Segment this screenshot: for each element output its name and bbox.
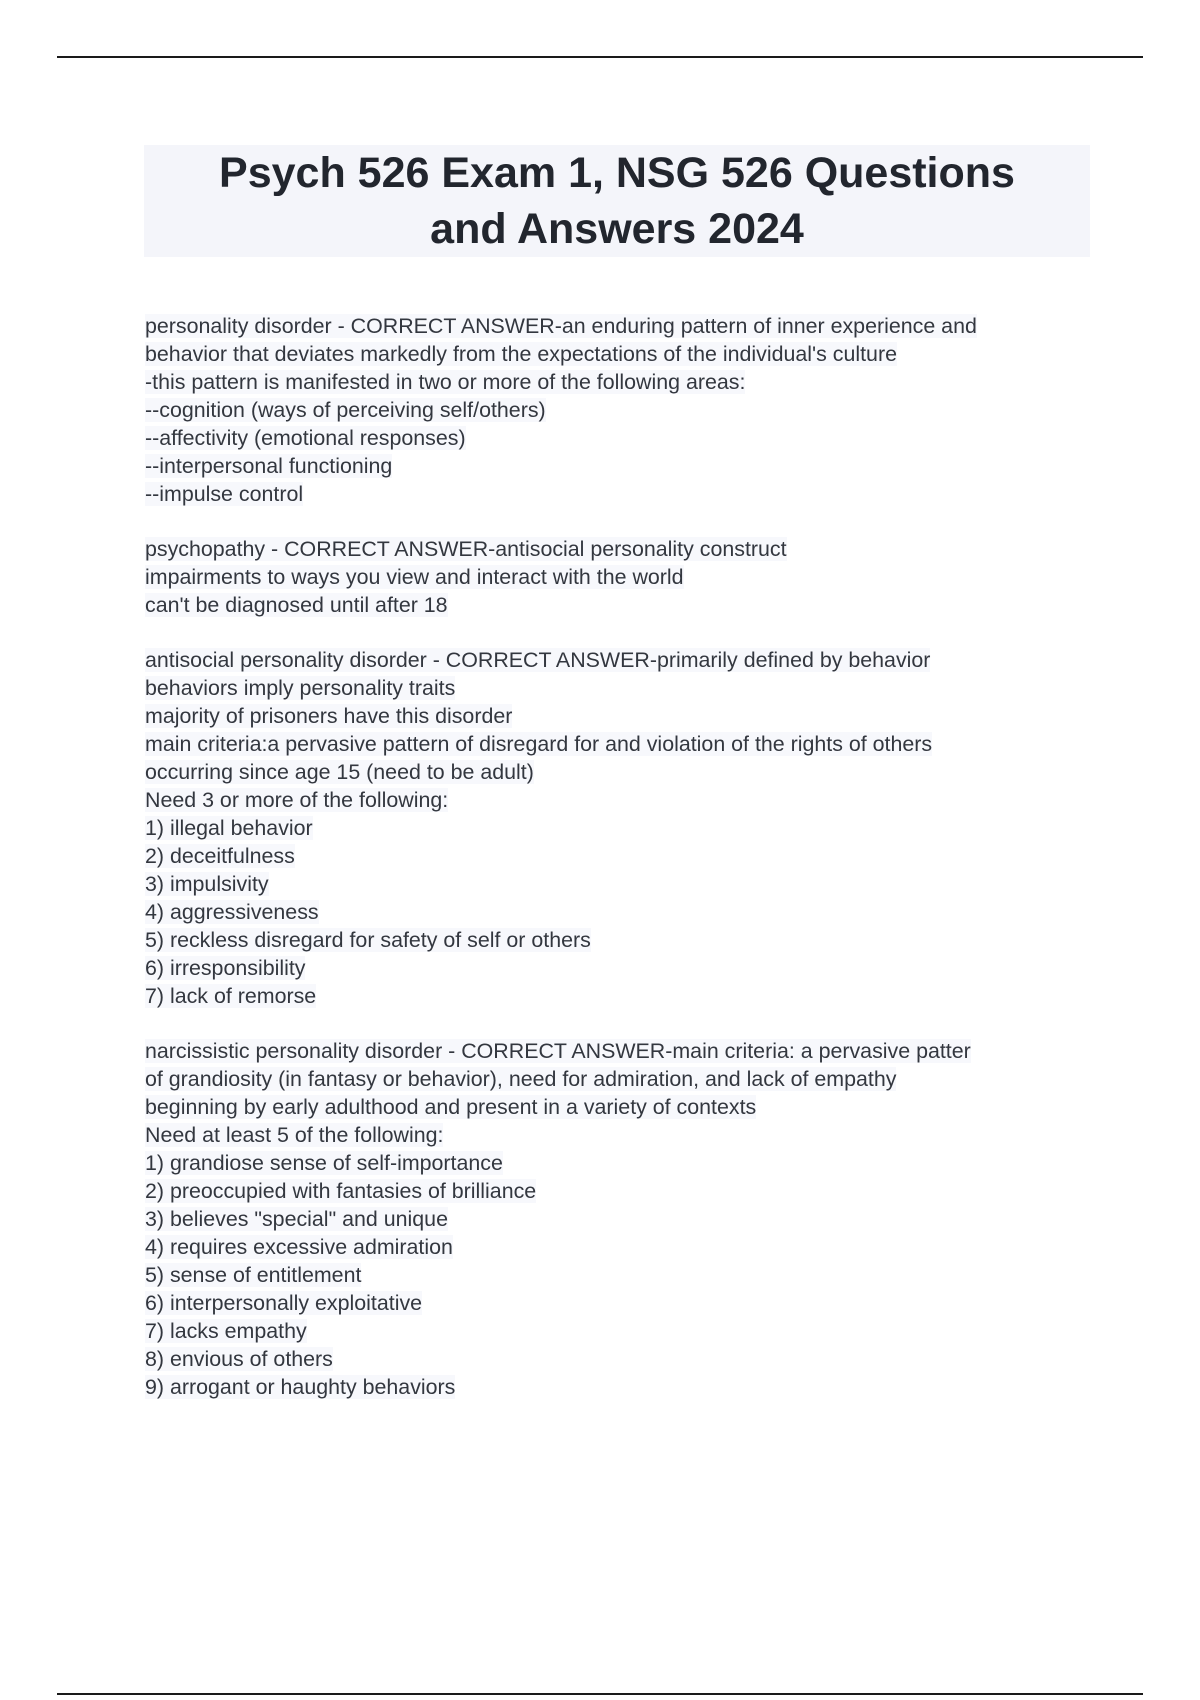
- top-rule: [57, 56, 1143, 58]
- qa-answer-line: [145, 926, 1105, 954]
- qa-answer-line: [145, 898, 1105, 926]
- page-title: [144, 145, 1090, 257]
- qa-line-text: beginning by early adulthood and present in a variety of contexts: [145, 1095, 757, 1119]
- qa-line-text: 4) requires excessive admiration: [145, 1235, 453, 1259]
- qa-entry: [145, 1037, 1105, 1401]
- qa-answer-line: [145, 591, 1105, 619]
- qa-line-text: -this pattern is manifested in two or more of the following areas:: [145, 370, 746, 394]
- qa-line-text: Need 3 or more of the following:: [145, 788, 449, 812]
- qa-line-text: 5) reckless disregard for safety of self or others: [145, 928, 591, 952]
- qa-line-text: 3) impulsivity: [145, 872, 269, 896]
- qa-line-text: 9) arrogant or haughty behaviors: [145, 1375, 456, 1399]
- qa-term-line: [145, 312, 1105, 340]
- qa-line-text: 1) illegal behavior: [145, 816, 313, 840]
- qa-line-text: psychopathy - CORRECT ANSWER-antisocial personality construct: [145, 537, 787, 561]
- bottom-rule: [57, 1693, 1143, 1695]
- page-title-line-1: Psych 526 Exam 1, NSG 526 Questions: [219, 149, 1015, 197]
- qa-answer-line: [145, 452, 1105, 480]
- qa-answer-line: [145, 1093, 1105, 1121]
- qa-entry: [145, 312, 1105, 508]
- qa-line-text: 2) preoccupied with fantasies of brilliance: [145, 1179, 537, 1203]
- qa-line-text: 8) envious of others: [145, 1347, 333, 1371]
- qa-line-text: 3) believes "special" and unique: [145, 1207, 448, 1231]
- qa-line-text: behaviors imply personality traits: [145, 676, 456, 700]
- qa-answer-line: [145, 870, 1105, 898]
- qa-answer-line: [145, 674, 1105, 702]
- qa-line-text: --affectivity (emotional responses): [145, 426, 466, 450]
- qa-answer-line: [145, 1205, 1105, 1233]
- qa-answer-line: [145, 814, 1105, 842]
- qa-answer-line: [145, 368, 1105, 396]
- qa-answer-line: [145, 1373, 1105, 1401]
- qa-line-text: narcissistic personality disorder - CORRECT ANSWER-main criteria: a pervasive patter: [145, 1039, 971, 1063]
- qa-content: [145, 312, 1105, 1428]
- qa-line-text: --impulse control: [145, 482, 304, 506]
- qa-answer-line: [145, 1345, 1105, 1373]
- qa-answer-line: [145, 702, 1105, 730]
- qa-line-text: 7) lacks empathy: [145, 1319, 307, 1343]
- qa-entry: [145, 535, 1105, 619]
- qa-answer-line: [145, 1289, 1105, 1317]
- qa-answer-line: [145, 424, 1105, 452]
- qa-answer-line: [145, 1065, 1105, 1093]
- qa-answer-line: [145, 480, 1105, 508]
- qa-line-text: of grandiosity (in fantasy or behavior), need for admiration, and lack of empathy: [145, 1067, 897, 1091]
- qa-line-text: occurring since age 15 (need to be adult): [145, 760, 534, 784]
- qa-answer-line: [145, 563, 1105, 591]
- qa-answer-line: [145, 1121, 1105, 1149]
- qa-term-line: [145, 646, 1105, 674]
- qa-line-text: impairments to ways you view and interact with the world: [145, 565, 684, 589]
- qa-line-text: 4) aggressiveness: [145, 900, 319, 924]
- qa-term-line: [145, 1037, 1105, 1065]
- qa-line-text: main criteria:a pervasive pattern of disregard for and violation of the rights of others: [145, 732, 933, 756]
- qa-entry: [145, 646, 1105, 1010]
- qa-answer-line: [145, 396, 1105, 424]
- qa-line-text: --interpersonal functioning: [145, 454, 393, 478]
- qa-line-text: antisocial personality disorder - CORRECT ANSWER-primarily defined by behavior: [145, 648, 931, 672]
- qa-answer-line: [145, 758, 1105, 786]
- qa-answer-line: [145, 842, 1105, 870]
- qa-answer-line: [145, 1149, 1105, 1177]
- qa-line-text: 2) deceitfulness: [145, 844, 295, 868]
- qa-answer-line: [145, 730, 1105, 758]
- qa-line-text: behavior that deviates markedly from the expectations of the individual's culture: [145, 342, 897, 366]
- qa-line-text: can't be diagnosed until after 18: [145, 593, 448, 617]
- qa-line-text: 7) lack of remorse: [145, 984, 317, 1008]
- qa-term-line: [145, 535, 1105, 563]
- qa-line-text: 6) interpersonally exploitative: [145, 1291, 423, 1315]
- qa-line-text: --cognition (ways of perceiving self/others): [145, 398, 546, 422]
- qa-answer-line: [145, 954, 1105, 982]
- qa-answer-line: [145, 1233, 1105, 1261]
- qa-line-text: 6) irresponsibility: [145, 956, 306, 980]
- qa-line-text: 1) grandiose sense of self-importance: [145, 1151, 503, 1175]
- qa-answer-line: [145, 786, 1105, 814]
- qa-line-text: personality disorder - CORRECT ANSWER-an enduring pattern of inner experience and: [145, 314, 977, 338]
- qa-answer-line: [145, 1317, 1105, 1345]
- qa-answer-line: [145, 340, 1105, 368]
- qa-line-text: 5) sense of entitlement: [145, 1263, 362, 1287]
- qa-answer-line: [145, 982, 1105, 1010]
- qa-answer-line: [145, 1261, 1105, 1289]
- qa-line-text: majority of prisoners have this disorder: [145, 704, 513, 728]
- qa-answer-line: [145, 1177, 1105, 1205]
- qa-line-text: Need at least 5 of the following:: [145, 1123, 444, 1147]
- page-title-line-2: and Answers 2024: [430, 205, 804, 253]
